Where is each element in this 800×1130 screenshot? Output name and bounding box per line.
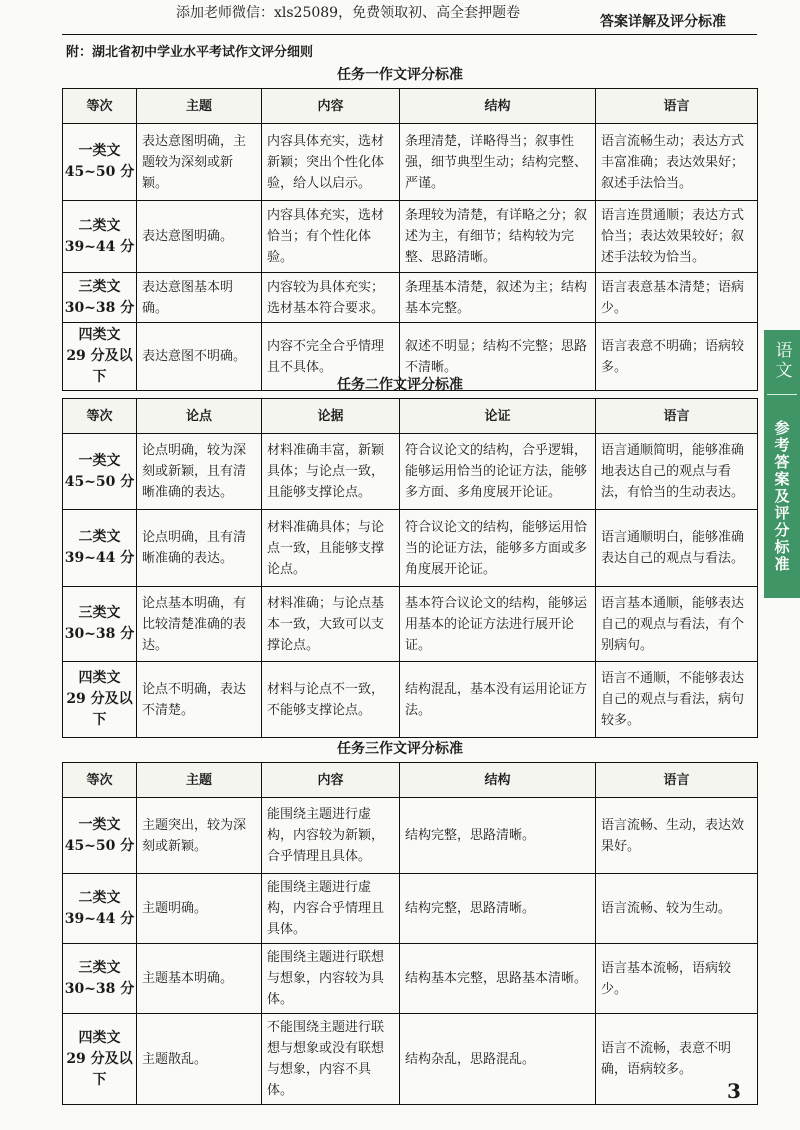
table-cell: 条理基本清楚，叙述为主；结构基本完整。	[400, 273, 596, 323]
table-cell: 表达意图明确。	[137, 201, 262, 273]
task-title: 任务一作文评分标准	[337, 67, 463, 83]
grade-cell	[63, 587, 137, 662]
grade-label: 四类文	[78, 1029, 121, 1046]
column-header: 论证	[400, 399, 596, 434]
score-range: 45~50 分	[64, 837, 135, 854]
table-cell: 论点不明确，表达不清楚。	[137, 662, 262, 738]
table-cell: 结构完整，思路清晰。	[400, 874, 596, 944]
table-cell: 主题突出，较为深刻或新颖。	[137, 798, 262, 874]
grade-cell	[63, 874, 137, 944]
grade-cell	[63, 273, 137, 323]
page-number: 3	[727, 1079, 741, 1103]
table-row	[63, 124, 758, 201]
column-header: 等次	[63, 89, 137, 124]
score-range: 45~50 分	[64, 164, 135, 180]
sidebar-subject: 语文	[771, 341, 792, 381]
score-range: 39~44 分	[64, 550, 135, 566]
grade-label: 二类文	[78, 217, 121, 234]
table-cell: 符合议论文的结构，能够运用恰当的论证方法，能够多方面或多角度展开论证。	[400, 510, 596, 587]
table-row	[63, 662, 758, 738]
watermark: 添加老师微信：xls25089，免费领取初、高全套押题卷	[176, 5, 521, 21]
table-cell: 语言不流畅，表意不明确，语病较多。	[596, 1014, 758, 1105]
grade-cell	[63, 1014, 137, 1105]
table-cell: 语言流畅、较为生动。	[596, 874, 758, 944]
score-range: 30~38 分	[64, 299, 135, 316]
grade-label: 一类文	[78, 816, 121, 833]
table-header-row	[63, 399, 758, 434]
sidebar-title: 参考答案及评分标准	[772, 419, 791, 573]
score-range: 29 分及以下	[66, 1050, 133, 1088]
table-cell: 论点明确，且有清晰准确的表达。	[137, 510, 262, 587]
column-header: 等次	[63, 763, 137, 798]
score-range: 30~38 分	[64, 980, 135, 997]
grade-cell	[63, 510, 137, 587]
table-header-row	[63, 89, 758, 124]
table-cell: 结构混乱，基本没有运用论证方法。	[400, 662, 596, 738]
table-cell: 内容具体充实，选材新颖；突出个性化体验，给人以启示。	[262, 124, 400, 201]
column-header: 主题	[137, 763, 262, 798]
grade-cell	[63, 124, 137, 201]
column-header: 论点	[137, 399, 262, 434]
grade-cell	[63, 944, 137, 1014]
table-row	[63, 944, 758, 1014]
table-cell: 语言表意不明确；语病较多。	[596, 323, 758, 391]
table-cell: 内容不完全合乎情理且不具体。	[262, 323, 400, 391]
table-cell: 结构基本完整，思路基本清晰。	[400, 944, 596, 1014]
score-range: 39~44 分	[64, 910, 135, 927]
table-cell: 主题明确。	[137, 874, 262, 944]
table-cell: 语言连贯通顺；表达方式恰当；表达效果较好；叙述手法较为恰当。	[596, 201, 758, 273]
column-header: 语言	[596, 763, 758, 798]
grade-label: 三类文	[78, 605, 121, 621]
table-cell: 材料与论点不一致，不能够支撑论点。	[262, 662, 400, 738]
grade-label: 一类文	[78, 143, 121, 159]
table-cell: 材料准确具体；与论点一致，且能够支撑论点。	[262, 510, 400, 587]
table-row	[63, 587, 758, 662]
table-cell: 表达意图基本明确。	[137, 273, 262, 323]
page-title: 附：湖北省初中学业水平考试作文评分细则	[66, 45, 314, 60]
task-title: 任务二作文评分标准	[337, 377, 463, 393]
grade-cell	[63, 434, 137, 510]
table-cell: 不能围绕主题进行联想与想象或没有联想与想象，内容不具体。	[262, 1014, 400, 1105]
column-header: 结构	[400, 763, 596, 798]
grading-table-task1	[62, 88, 758, 391]
grade-label: 二类文	[78, 529, 121, 545]
score-range: 29 分及以下	[66, 691, 133, 728]
column-header: 语言	[596, 89, 758, 124]
table-cell: 材料准确；与论点基本一致，大致可以支撑论点。	[262, 587, 400, 662]
table-cell: 能围绕主题进行联想与想象，内容较为具体。	[262, 944, 400, 1014]
table-cell: 能围绕主题进行虚构，内容较为新颖，合乎情理且具体。	[262, 798, 400, 874]
header-rule	[62, 34, 757, 35]
table-cell: 条理较为清楚，有详略之分；叙述为主，有细节；结构较为完整、思路清晰。	[400, 201, 596, 273]
table-cell: 主题散乱。	[137, 1014, 262, 1105]
score-range: 29 分及以下	[66, 348, 133, 385]
table-cell: 内容具体充实，选材恰当；有个性化体验。	[262, 201, 400, 273]
header-title: 答案详解及评分标准	[600, 14, 726, 30]
sidebar-divider	[767, 394, 797, 395]
column-header: 主题	[137, 89, 262, 124]
grading-table-task2	[62, 398, 758, 738]
table-cell: 主题基本明确。	[137, 944, 262, 1014]
score-range: 39~44 分	[64, 238, 135, 255]
column-header: 结构	[400, 89, 596, 124]
column-header: 内容	[262, 89, 400, 124]
table-row	[63, 273, 758, 323]
grade-label: 四类文	[78, 327, 121, 343]
table-cell: 叙述不明显；结构不完整；思路不清晰。	[400, 323, 596, 391]
table-row	[63, 434, 758, 510]
table-cell: 语言不通顺，不能够表达自己的观点与看法，病句较多。	[596, 662, 758, 738]
table-cell: 语言通顺明白，能够准确表达自己的观点与看法。	[596, 510, 758, 587]
table-cell: 论点基本明确，有比较清楚准确的表达。	[137, 587, 262, 662]
column-header: 论据	[262, 399, 400, 434]
table-row	[63, 1014, 758, 1105]
table-cell: 语言流畅、生动，表达效果好。	[596, 798, 758, 874]
table-cell: 语言基本流畅，语病较少。	[596, 944, 758, 1014]
table-cell: 表达意图明确，主题较为深刻或新颖。	[137, 124, 262, 201]
table-cell: 论点明确，较为深刻或新颖，且有清晰准确的表达。	[137, 434, 262, 510]
grade-cell	[63, 798, 137, 874]
grade-label: 一类文	[78, 452, 121, 469]
score-range: 45~50 分	[64, 473, 135, 490]
table-cell: 语言表意基本清楚；语病少。	[596, 273, 758, 323]
grade-label: 三类文	[78, 278, 121, 295]
table-cell: 材料准确丰富，新颖具体；与论点一致，且能够支撑论点。	[262, 434, 400, 510]
table-cell: 结构完整，思路清晰。	[400, 798, 596, 874]
table-cell: 能围绕主题进行虚构，内容合乎情理且具体。	[262, 874, 400, 944]
table-row	[63, 201, 758, 273]
table-cell: 结构杂乱，思路混乱。	[400, 1014, 596, 1105]
grade-cell	[63, 662, 137, 738]
table-row	[63, 510, 758, 587]
table-cell: 语言通顺简明，能够准确地表达自己的观点与看法，有恰当的生动表达。	[596, 434, 758, 510]
table-cell: 语言流畅生动；表达方式丰富准确；表达效果好；叙述手法恰当。	[596, 124, 758, 201]
sidebar-tab	[764, 330, 800, 598]
table-cell: 符合议论文的结构，合乎逻辑，能够运用恰当的论证方法，能够多方面、多角度展开论证。	[400, 434, 596, 510]
column-header: 内容	[262, 763, 400, 798]
grade-cell	[63, 201, 137, 273]
grade-label: 二类文	[78, 889, 121, 906]
grade-label: 四类文	[78, 670, 121, 686]
column-header: 语言	[596, 399, 758, 434]
table-cell: 语言基本通顺，能够表达自己的观点与看法，有个别病句。	[596, 587, 758, 662]
table-cell: 表达意图不明确。	[137, 323, 262, 391]
grading-table-task3	[62, 762, 758, 1105]
score-range: 30~38 分	[64, 626, 135, 642]
grade-label: 三类文	[78, 959, 121, 976]
table-cell: 条理清楚，详略得当；叙事性强，细节典型生动；结构完整、严谨。	[400, 124, 596, 201]
column-header: 等次	[63, 399, 137, 434]
table-header-row	[63, 763, 758, 798]
table-row	[63, 874, 758, 944]
table-row	[63, 798, 758, 874]
table-cell: 内容较为具体充实；选材基本符合要求。	[262, 273, 400, 323]
task-title: 任务三作文评分标准	[337, 741, 463, 757]
table-cell: 基本符合议论文的结构，能够运用基本的论证方法进行展开论证。	[400, 587, 596, 662]
